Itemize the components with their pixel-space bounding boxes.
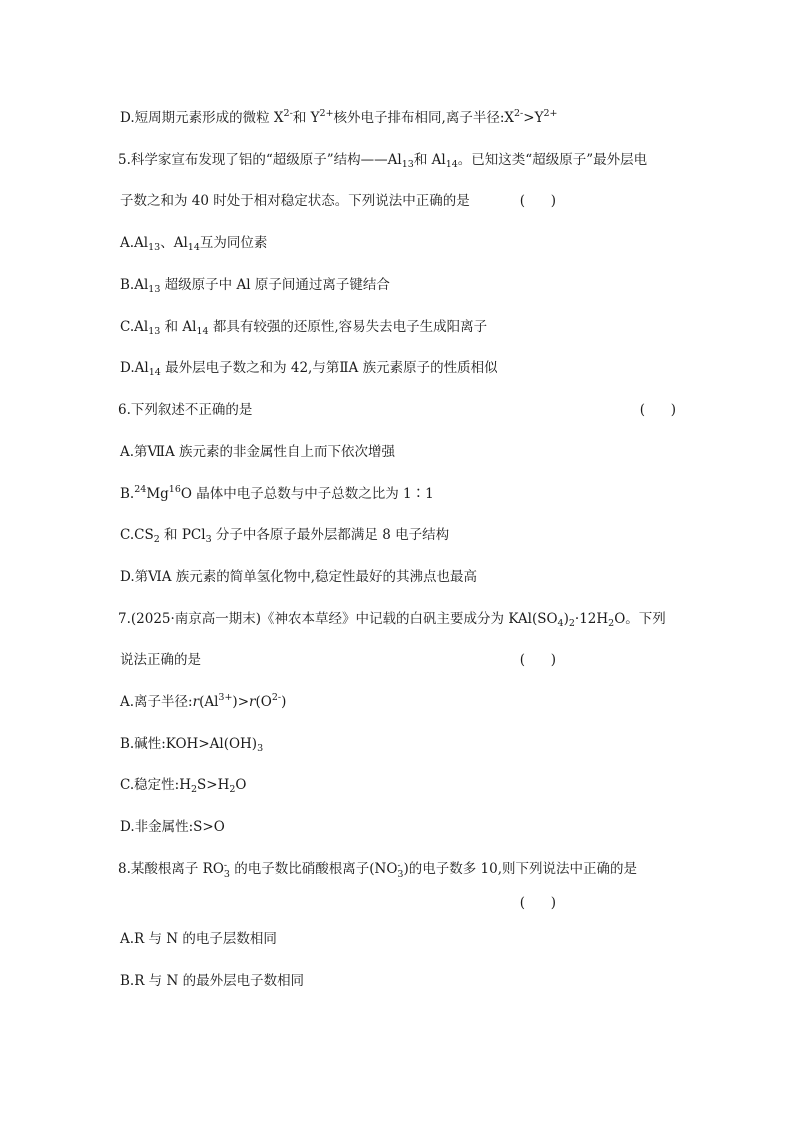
q6-option-d: D.第ⅥA 族元素的简单氢化物中,稳定性最好的其沸点也最高 bbox=[120, 569, 478, 585]
q6-option-b: B.$^{24}$Mg$^{16}$O 晶体中电子总数与中子总数之比为 1∶1 bbox=[120, 484, 434, 502]
q5-option-d: $D.Al_{14}$ 最外层电子数之和为 42,与第ⅡA 族元素原子的性质相似 bbox=[120, 360, 498, 378]
q7-option-d: D.非金属性:S>O bbox=[120, 819, 225, 835]
answer-bracket: ( ) bbox=[519, 652, 556, 668]
q5-stem-line2: 子数之和为 40 时处于相对稳定状态。下列说法中正确的是 ( ) bbox=[120, 193, 556, 209]
q4-option-d: D.短周期元素形成的微粒 $X^{2-}$和 $Y^{2+}$核外电子排布相同,离子半径$:X^{2-}>Y^{2+}$ bbox=[120, 108, 558, 126]
q7-option-a: A.离子半径$:r(Al^{3+})>r(O^{2-})$ bbox=[120, 692, 287, 710]
q7-stem-line1: 7.(2025·南京高一期末)《神农本草经》中记载的白矾主要成分为 $KAl(SO_4)_2\cdot 12H_2O$。下列 bbox=[118, 611, 666, 629]
q6-option-c: $C.CS_2$ 和 PCl$_3$ 分子中各原子最外层都满足 8 电子结构 bbox=[120, 527, 450, 545]
q8-option-b: B.R 与 N 的最外层电子数相同 bbox=[120, 973, 305, 989]
answer-bracket: ( ) bbox=[519, 895, 556, 911]
q5-stem-line1: 5.科学家宣布发现了铝的“超级原子”结构$——Al_{13}$和 $Al_{14}$。已知这类“超级原子”最外层电 bbox=[118, 152, 648, 170]
q5-option-c: $C.Al_{13}$ 和 $Al_{14}$ 都具有较强的还原性,容易失去电子生成阳离子 bbox=[120, 319, 488, 337]
q8-option-a: A.R 与 N 的电子层数相同 bbox=[120, 931, 277, 947]
q7-option-b: B.碱性$:KOH>Al(OH)_3$ bbox=[120, 736, 264, 754]
q5-option-b: $B.Al_{13}$ 超级原子中 Al 原子间通过离子键结合 bbox=[120, 277, 390, 295]
q7-option-c: C.稳定性$:H_2S>H_2O$ bbox=[120, 777, 247, 795]
q8-bracket-line bbox=[120, 893, 676, 913]
q7-stem-line2: 说法正确的是 ( ) bbox=[120, 652, 556, 668]
answer-bracket: ( ) bbox=[519, 193, 556, 209]
q6-option-a: A.第ⅦA 族元素的非金属性自上而下依次增强 bbox=[120, 444, 396, 460]
q6-stem: 6.下列叙述不正确的是 ( ) bbox=[118, 402, 676, 418]
q8-stem-line1: 8.某酸根离子 RO - 3 的电子数比硝酸根离子(NO - 3 )的电子数多 10,则下列说法中正确的是 bbox=[118, 860, 637, 880]
answer-bracket: ( ) bbox=[639, 402, 676, 418]
q5-option-a: $A.Al_{13}$、$Al_{14}$互为同位素 bbox=[120, 235, 268, 253]
